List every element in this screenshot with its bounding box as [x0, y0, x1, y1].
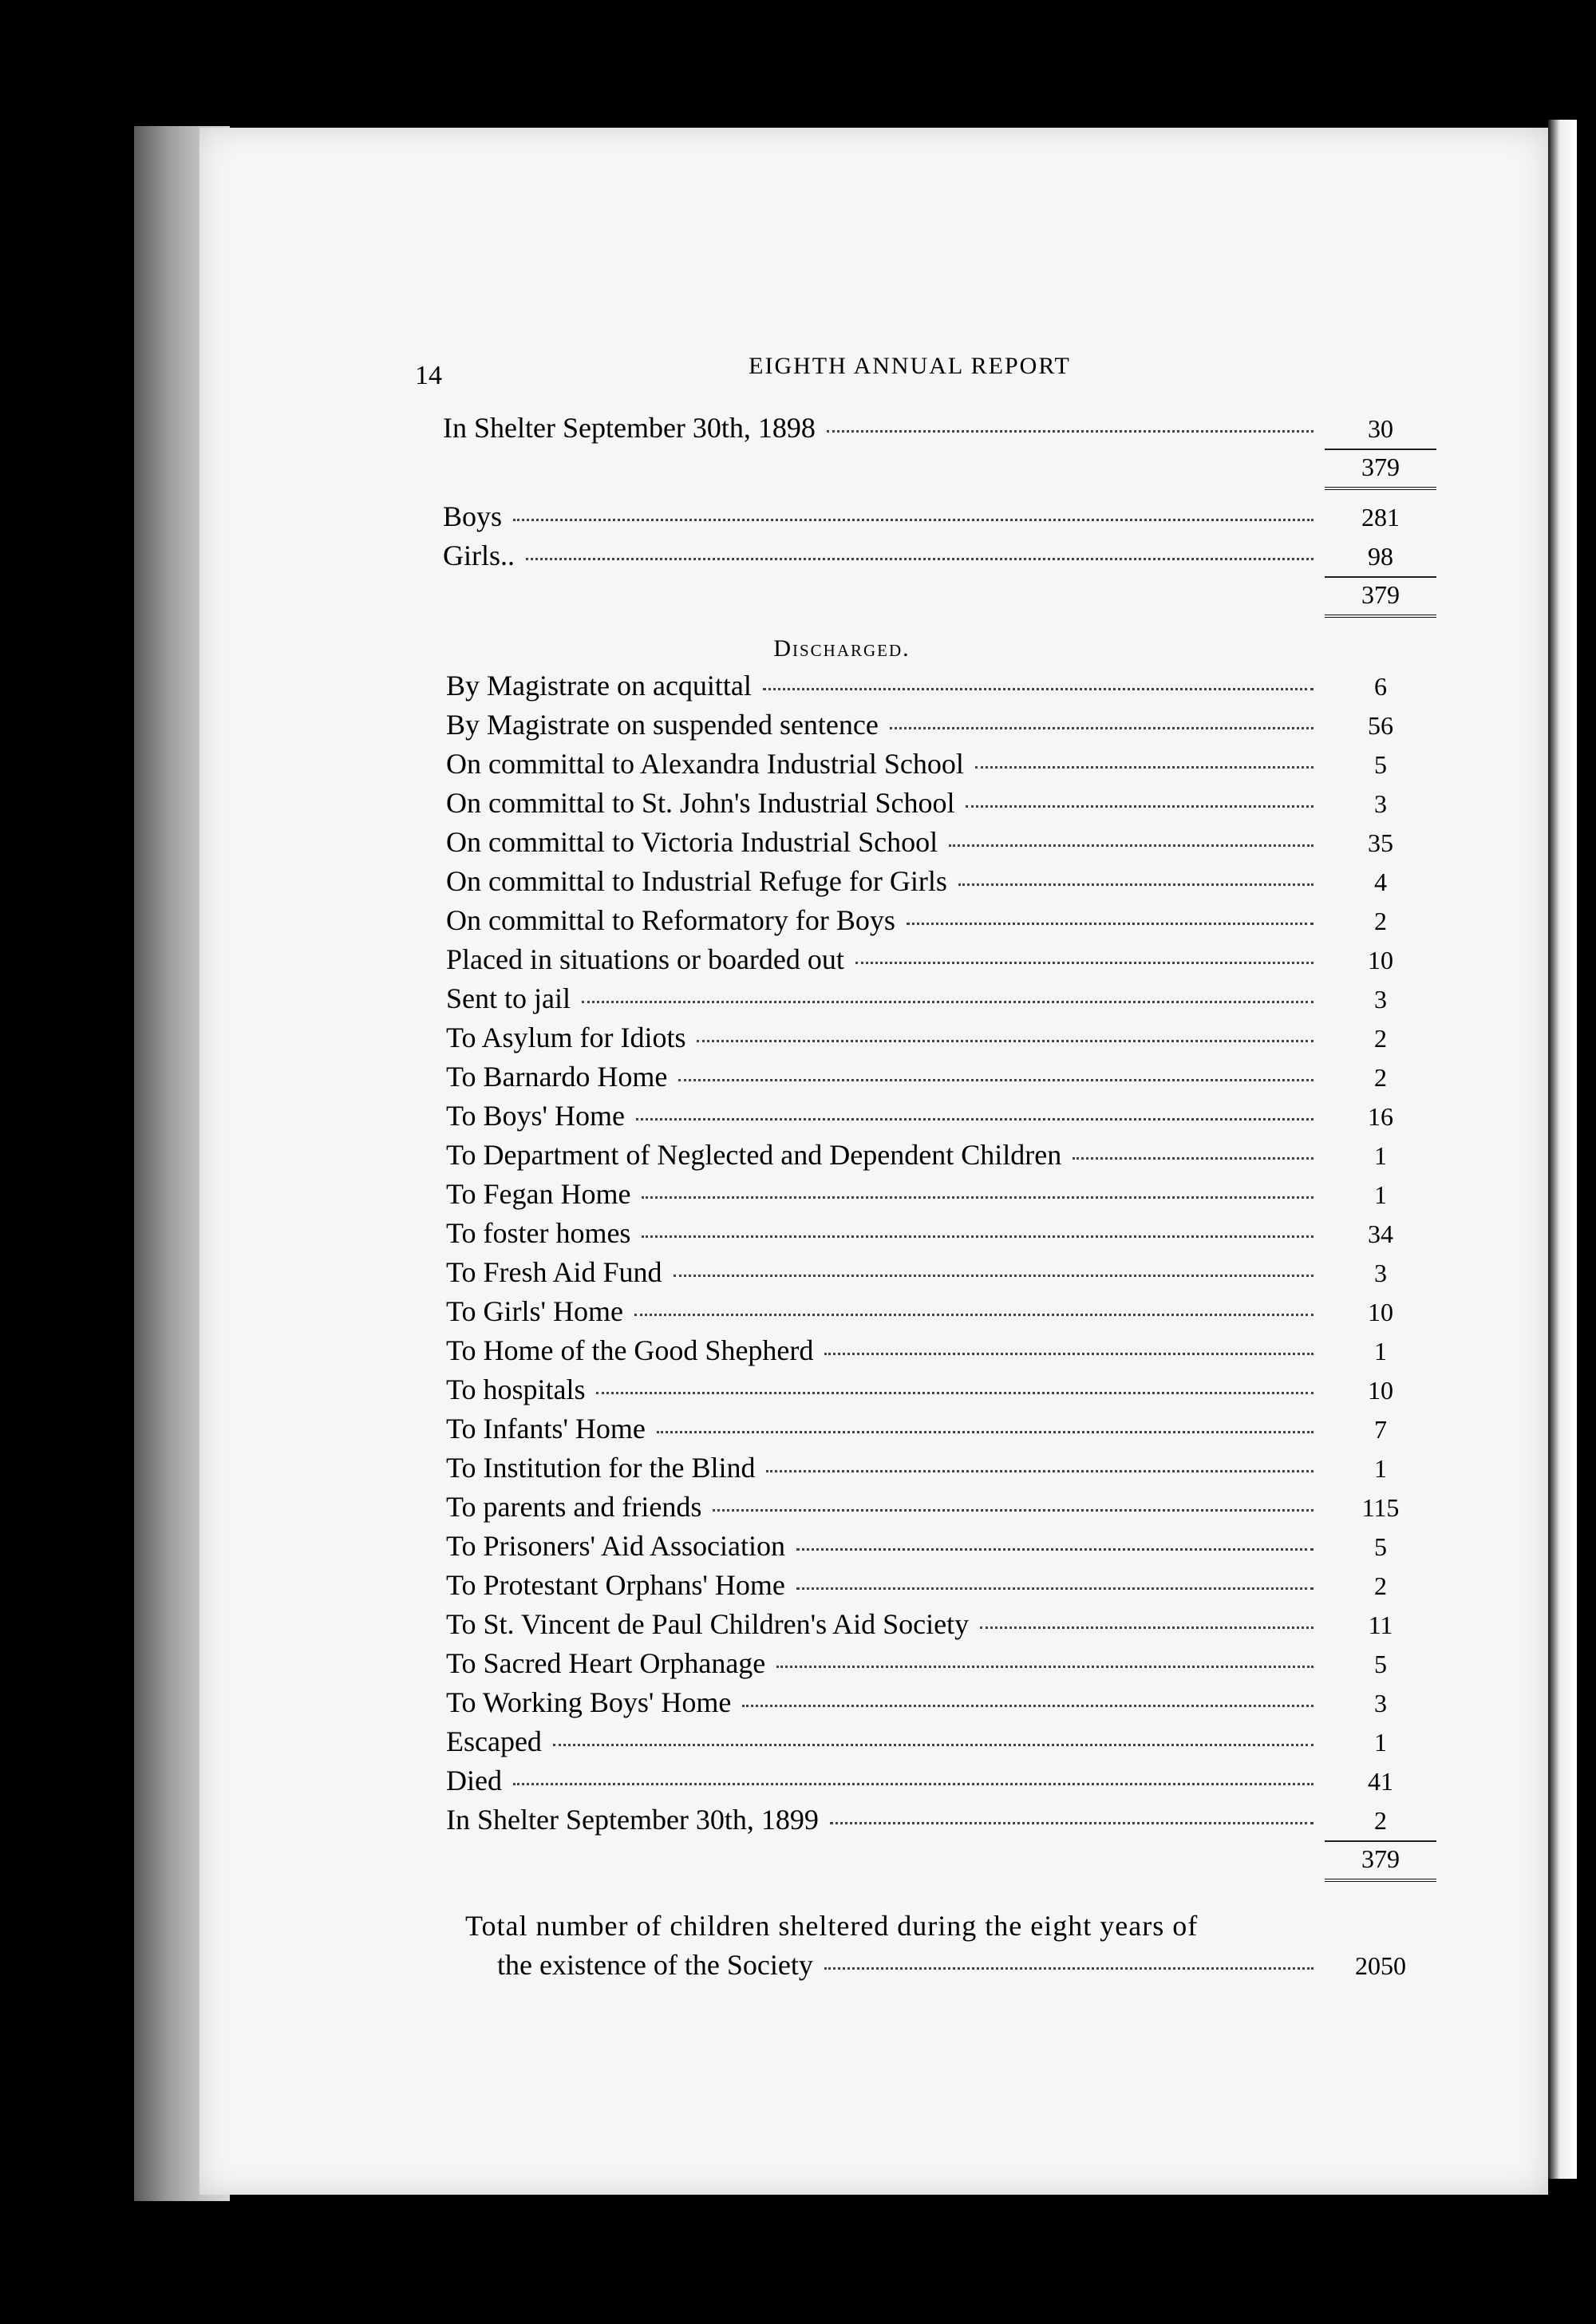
- dot-leader: [713, 1509, 1314, 1512]
- row-value: 4: [1374, 868, 1387, 896]
- facing-page-edge: [1548, 120, 1577, 2179]
- table-row: [443, 536, 1436, 575]
- row-value: 10: [1368, 1376, 1393, 1405]
- row-value: 10: [1368, 1298, 1393, 1326]
- table-row: [446, 1683, 1436, 1722]
- dot-leader: [824, 1967, 1314, 1970]
- table-row: [446, 1097, 1436, 1136]
- row-label: To Fresh Aid Fund: [446, 1256, 662, 1288]
- row-value: 115: [1361, 1493, 1400, 1522]
- table-row: [446, 1644, 1436, 1683]
- dot-leader: [513, 519, 1314, 521]
- dot-leader: [513, 1783, 1314, 1785]
- dot-leader: [642, 1196, 1314, 1199]
- page-number: 14: [415, 361, 442, 390]
- row-value: 1: [1374, 1728, 1387, 1757]
- row-label: On committal to St. John's Industrial School: [446, 787, 955, 819]
- table-row: [446, 823, 1436, 862]
- row-value: 2: [1374, 1024, 1387, 1053]
- row-label: In Shelter September 30th, 1898: [443, 412, 816, 444]
- total-value: 2050: [1355, 1951, 1406, 1980]
- row-label: To Fegan Home: [446, 1178, 631, 1210]
- table-row: [446, 1018, 1436, 1057]
- dot-leader: [596, 1392, 1314, 1394]
- row-value: 56: [1368, 711, 1393, 740]
- row-label: Died: [446, 1765, 502, 1796]
- row-label: To Boys' Home: [446, 1100, 625, 1132]
- row-label: To Prisoners' Aid Association: [446, 1530, 785, 1562]
- dot-leader: [553, 1744, 1314, 1746]
- dot-leader: [907, 923, 1314, 925]
- row-value: 10: [1368, 946, 1393, 974]
- table-row: [446, 745, 1436, 784]
- discharged-heading: Discharged.: [773, 635, 911, 662]
- row-label: On committal to Alexandra Industrial School: [446, 748, 964, 780]
- table-row: [446, 1136, 1436, 1175]
- dot-leader: [634, 1314, 1314, 1316]
- table-row: [446, 862, 1436, 901]
- row-value: 2: [1374, 1571, 1387, 1600]
- opening-balance-section: [443, 409, 1436, 448]
- dot-leader: [742, 1705, 1314, 1707]
- dot-leader: [975, 766, 1314, 769]
- table-row: [446, 1214, 1436, 1253]
- table-row: [446, 979, 1436, 1018]
- row-label: To Barnardo Home: [446, 1061, 668, 1093]
- row-value: 3: [1374, 1689, 1387, 1717]
- row-label: By Magistrate on suspended sentence: [446, 709, 879, 741]
- row-value: 11: [1368, 1611, 1393, 1639]
- row-label: In Shelter September 30th, 1899: [446, 1804, 819, 1836]
- table-row: [446, 901, 1436, 940]
- row-value: 3: [1374, 789, 1387, 818]
- row-label: Placed in situations or boarded out: [446, 943, 844, 975]
- table-row: [446, 1605, 1436, 1644]
- table-row: [446, 1527, 1436, 1566]
- report-table: [443, 409, 1436, 1985]
- row-label: To foster homes: [446, 1217, 631, 1249]
- row-label: To Working Boys' Home: [446, 1686, 732, 1718]
- row-value: 6: [1374, 672, 1387, 701]
- dot-leader: [980, 1626, 1314, 1629]
- subtotal-value: 379: [1325, 448, 1436, 490]
- subtotal-row: [443, 1840, 1436, 1889]
- dot-leader: [526, 558, 1314, 560]
- dot-leader: [697, 1040, 1314, 1042]
- dot-leader: [1073, 1157, 1314, 1160]
- row-value: 2: [1374, 907, 1387, 935]
- table-row: [446, 1722, 1436, 1761]
- row-value: 34: [1368, 1219, 1393, 1248]
- row-value: 3: [1374, 1259, 1387, 1287]
- gender-section: [443, 497, 1436, 575]
- row-label: To St. Vincent de Paul Children's Aid Society: [446, 1608, 970, 1640]
- row-label: Girls..: [443, 540, 515, 571]
- dot-leader: [827, 430, 1314, 433]
- row-label: Boys: [443, 500, 503, 532]
- row-label: To Protestant Orphans' Home: [446, 1569, 785, 1601]
- dot-leader: [582, 1001, 1314, 1003]
- row-label: On committal to Industrial Refuge for Girls: [446, 865, 947, 897]
- table-row: [446, 1761, 1436, 1800]
- row-label: To Home of the Good Shepherd: [446, 1334, 814, 1366]
- total-row: [443, 1946, 1436, 1985]
- row-value: 1: [1374, 1454, 1387, 1483]
- table-row: [446, 706, 1436, 745]
- grand-total-block: [443, 1907, 1436, 1985]
- dot-leader: [855, 962, 1314, 964]
- table-row: [446, 1292, 1436, 1331]
- row-label: To parents and friends: [446, 1491, 702, 1523]
- table-row: [443, 497, 1436, 536]
- row-value: 281: [1361, 503, 1400, 532]
- row-label: To Department of Neglected and Dependent Children: [446, 1139, 1062, 1171]
- dot-leader: [636, 1118, 1314, 1120]
- table-row: [446, 1370, 1436, 1409]
- row-label: To Sacred Heart Orphanage: [446, 1647, 766, 1679]
- row-value: 5: [1374, 1532, 1387, 1561]
- row-label: To Girls' Home: [446, 1295, 623, 1327]
- dot-leader: [958, 883, 1314, 886]
- row-label: To hospitals: [446, 1373, 586, 1405]
- row-value: 16: [1368, 1102, 1393, 1131]
- row-value: 41: [1368, 1767, 1393, 1796]
- row-label: On committal to Reformatory for Boys: [446, 904, 895, 936]
- row-value: 35: [1368, 828, 1393, 857]
- table-row: [446, 940, 1436, 979]
- dot-leader: [678, 1079, 1314, 1081]
- table-row: [443, 409, 1436, 448]
- row-label: By Magistrate on acquittal: [446, 670, 752, 702]
- dot-leader: [796, 1587, 1314, 1590]
- table-row: [446, 1488, 1436, 1527]
- dot-leader: [657, 1431, 1314, 1433]
- table-row: [446, 784, 1436, 823]
- row-value: 5: [1374, 750, 1387, 779]
- subtotal-row: [443, 448, 1436, 497]
- table-row: [446, 1175, 1436, 1214]
- dot-leader: [674, 1275, 1314, 1277]
- table-row: [446, 1409, 1436, 1449]
- table-row: [446, 1331, 1436, 1370]
- dot-leader: [830, 1822, 1314, 1824]
- row-value: 5: [1374, 1650, 1387, 1678]
- dot-leader: [642, 1235, 1314, 1238]
- row-value: 2: [1325, 1801, 1436, 1842]
- table-row: [446, 666, 1436, 706]
- row-label: Escaped: [446, 1725, 542, 1757]
- dot-leader: [763, 688, 1314, 690]
- dot-leader: [824, 1353, 1314, 1355]
- row-label: To Asylum for Idiots: [446, 1022, 686, 1053]
- row-value: 98: [1325, 537, 1436, 578]
- row-label: On committal to Victoria Industrial School: [446, 826, 938, 858]
- dot-leader: [796, 1548, 1314, 1551]
- table-row: [446, 1800, 1436, 1840]
- dot-leader: [890, 727, 1314, 729]
- row-value: 1: [1374, 1180, 1387, 1209]
- dot-leader: [766, 1470, 1314, 1472]
- row-value: 1: [1374, 1337, 1387, 1366]
- discharged-section: [446, 666, 1436, 1840]
- row-value: 7: [1374, 1415, 1387, 1444]
- row-value: 2: [1374, 1063, 1387, 1092]
- total-label-line-2: the existence of the Society: [497, 1949, 813, 1981]
- row-value: 30: [1325, 409, 1436, 450]
- dot-leader: [949, 844, 1314, 847]
- subtotal-value: 379: [1325, 1840, 1436, 1882]
- table-row: [446, 1566, 1436, 1605]
- subtotal-row: [443, 575, 1436, 625]
- running-header: EIGHTH ANNUAL REPORT: [749, 353, 1071, 379]
- row-value: 1: [1374, 1141, 1387, 1170]
- row-value: 3: [1374, 985, 1387, 1014]
- row-label: To Infants' Home: [446, 1413, 646, 1445]
- dot-leader: [966, 805, 1314, 808]
- dot-leader: [776, 1666, 1314, 1668]
- row-label: Sent to jail: [446, 982, 571, 1014]
- subtotal-value: 379: [1325, 575, 1436, 618]
- table-row: [446, 1449, 1436, 1488]
- total-label-line-1: Total number of children sheltered during the eight years of: [465, 1910, 1199, 1942]
- table-row: [446, 1057, 1436, 1097]
- row-label: To Institution for the Blind: [446, 1452, 756, 1484]
- table-row: [446, 1253, 1436, 1292]
